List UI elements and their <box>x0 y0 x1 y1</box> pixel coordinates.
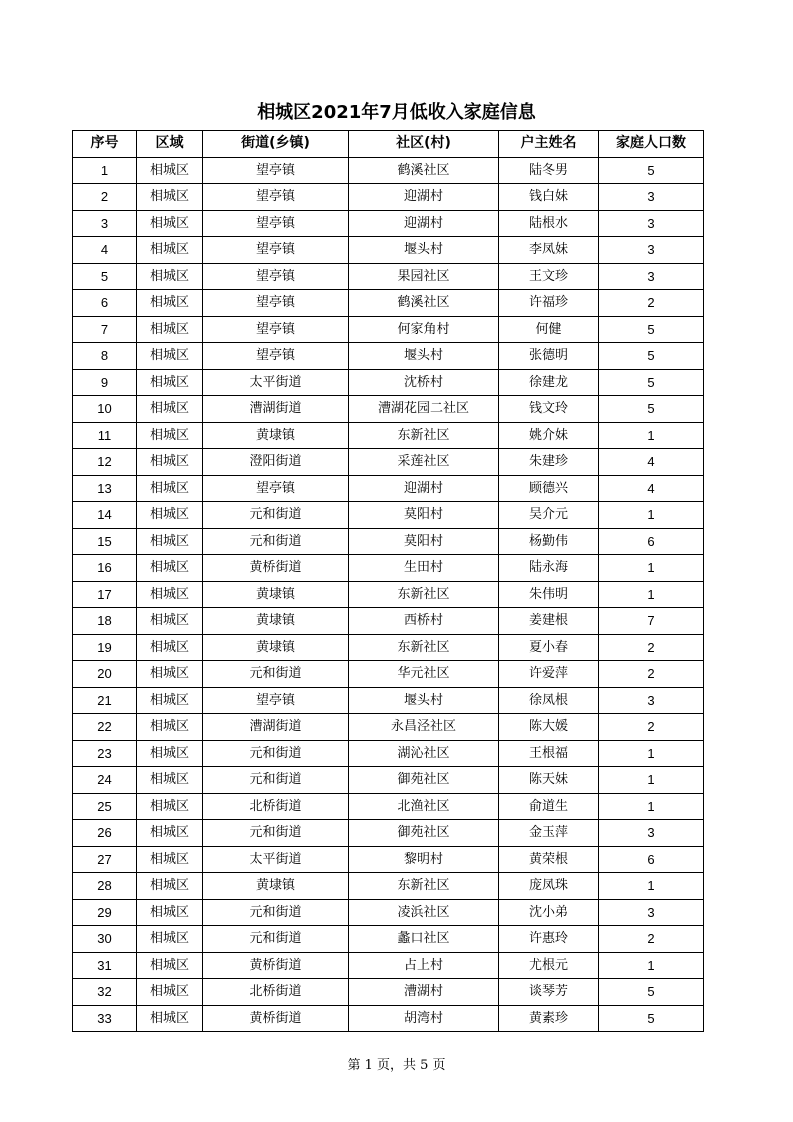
table-row <box>73 740 704 767</box>
table-row <box>73 157 704 184</box>
table-row <box>73 475 704 502</box>
cell-community: 东新社区 <box>349 581 499 608</box>
cell-street: 望亭镇 <box>203 475 349 502</box>
cell-householder: 陆根水 <box>499 210 599 237</box>
cell-family-size: 3 <box>599 184 704 211</box>
cell-community: 莫阳村 <box>349 502 499 529</box>
cell-street: 望亭镇 <box>203 157 349 184</box>
cell-householder: 许福珍 <box>499 290 599 317</box>
cell-householder: 何健 <box>499 316 599 343</box>
cell-street: 元和街道 <box>203 820 349 847</box>
cell-district: 相城区 <box>137 237 203 264</box>
cell-district: 相城区 <box>137 899 203 926</box>
cell-community: 堰头村 <box>349 343 499 370</box>
cell-street: 黄桥街道 <box>203 555 349 582</box>
cell-street: 望亭镇 <box>203 316 349 343</box>
cell-district: 相城区 <box>137 661 203 688</box>
cell-street: 望亭镇 <box>203 210 349 237</box>
cell-family-size: 1 <box>599 422 704 449</box>
cell-index: 25 <box>73 793 137 820</box>
cell-community: 堰头村 <box>349 237 499 264</box>
table-row <box>73 608 704 635</box>
table-row <box>73 661 704 688</box>
cell-community: 占上村 <box>349 952 499 979</box>
cell-index: 29 <box>73 899 137 926</box>
header-street: 街道(乡镇) <box>203 131 349 158</box>
cell-community: 迎湖村 <box>349 210 499 237</box>
cell-householder: 谈琴芳 <box>499 979 599 1006</box>
cell-family-size: 3 <box>599 820 704 847</box>
cell-householder: 俞道生 <box>499 793 599 820</box>
cell-street: 望亭镇 <box>203 687 349 714</box>
cell-district: 相城区 <box>137 157 203 184</box>
cell-street: 黄埭镇 <box>203 608 349 635</box>
table-row <box>73 184 704 211</box>
cell-district: 相城区 <box>137 979 203 1006</box>
cell-district: 相城区 <box>137 687 203 714</box>
page-footer: 第 1 页，共 5 页 <box>347 1058 446 1073</box>
cell-district: 相城区 <box>137 502 203 529</box>
page-title: 相城区2021年7月低收入家庭信息 <box>257 102 536 123</box>
table-row <box>73 846 704 873</box>
cell-index: 1 <box>73 157 137 184</box>
cell-index: 6 <box>73 290 137 317</box>
table-row <box>73 369 704 396</box>
cell-community: 东新社区 <box>349 422 499 449</box>
table-body <box>73 157 704 1032</box>
cell-householder: 杨勤伟 <box>499 528 599 555</box>
header-community: 社区(村) <box>349 131 499 158</box>
cell-index: 2 <box>73 184 137 211</box>
cell-householder: 陆永海 <box>499 555 599 582</box>
table-row <box>73 528 704 555</box>
cell-index: 16 <box>73 555 137 582</box>
table-row <box>73 1005 704 1032</box>
table-row <box>73 396 704 423</box>
cell-community: 何家角村 <box>349 316 499 343</box>
cell-street: 望亭镇 <box>203 263 349 290</box>
cell-index: 24 <box>73 767 137 794</box>
cell-district: 相城区 <box>137 316 203 343</box>
cell-householder: 庞凤珠 <box>499 873 599 900</box>
cell-family-size: 2 <box>599 634 704 661</box>
cell-index: 4 <box>73 237 137 264</box>
cell-district: 相城区 <box>137 528 203 555</box>
table-row <box>73 555 704 582</box>
cell-family-size: 5 <box>599 369 704 396</box>
cell-family-size: 5 <box>599 979 704 1006</box>
cell-community: 永昌泾社区 <box>349 714 499 741</box>
cell-street: 元和街道 <box>203 661 349 688</box>
cell-street: 太平街道 <box>203 846 349 873</box>
cell-district: 相城区 <box>137 210 203 237</box>
table-row <box>73 714 704 741</box>
cell-householder: 王文珍 <box>499 263 599 290</box>
cell-community: 湖沁社区 <box>349 740 499 767</box>
cell-index: 15 <box>73 528 137 555</box>
cell-street: 黄埭镇 <box>203 634 349 661</box>
header-index: 序号 <box>73 131 137 158</box>
cell-householder: 陈天妹 <box>499 767 599 794</box>
cell-family-size: 3 <box>599 687 704 714</box>
cell-householder: 许爱萍 <box>499 661 599 688</box>
cell-householder: 姚介妹 <box>499 422 599 449</box>
cell-index: 8 <box>73 343 137 370</box>
cell-family-size: 5 <box>599 157 704 184</box>
cell-community: 生田村 <box>349 555 499 582</box>
cell-index: 28 <box>73 873 137 900</box>
cell-family-size: 5 <box>599 396 704 423</box>
cell-householder: 沈小弟 <box>499 899 599 926</box>
cell-householder: 朱建珍 <box>499 449 599 476</box>
table-row <box>73 767 704 794</box>
cell-district: 相城区 <box>137 263 203 290</box>
cell-district: 相城区 <box>137 926 203 953</box>
table-row <box>73 316 704 343</box>
cell-district: 相城区 <box>137 422 203 449</box>
cell-district: 相城区 <box>137 290 203 317</box>
cell-householder: 朱伟明 <box>499 581 599 608</box>
table-row <box>73 820 704 847</box>
cell-family-size: 2 <box>599 661 704 688</box>
cell-householder: 钱文玲 <box>499 396 599 423</box>
cell-street: 元和街道 <box>203 502 349 529</box>
cell-index: 30 <box>73 926 137 953</box>
table-row <box>73 502 704 529</box>
cell-householder: 徐建龙 <box>499 369 599 396</box>
cell-index: 5 <box>73 263 137 290</box>
cell-street: 澄阳街道 <box>203 449 349 476</box>
cell-index: 12 <box>73 449 137 476</box>
cell-street: 漕湖街道 <box>203 396 349 423</box>
cell-community: 御苑社区 <box>349 767 499 794</box>
cell-street: 元和街道 <box>203 926 349 953</box>
cell-community: 鹤溪社区 <box>349 290 499 317</box>
cell-householder: 陆冬男 <box>499 157 599 184</box>
cell-householder: 黄荣根 <box>499 846 599 873</box>
cell-index: 32 <box>73 979 137 1006</box>
cell-family-size: 1 <box>599 502 704 529</box>
cell-community: 漕湖村 <box>349 979 499 1006</box>
cell-family-size: 1 <box>599 581 704 608</box>
cell-family-size: 3 <box>599 237 704 264</box>
cell-family-size: 2 <box>599 714 704 741</box>
cell-street: 元和街道 <box>203 740 349 767</box>
cell-street: 北桥街道 <box>203 793 349 820</box>
cell-street: 黄埭镇 <box>203 873 349 900</box>
cell-community: 蠡口社区 <box>349 926 499 953</box>
cell-index: 11 <box>73 422 137 449</box>
cell-street: 黄桥街道 <box>203 1005 349 1032</box>
cell-district: 相城区 <box>137 873 203 900</box>
cell-district: 相城区 <box>137 793 203 820</box>
cell-district: 相城区 <box>137 846 203 873</box>
cell-community: 北渔社区 <box>349 793 499 820</box>
cell-district: 相城区 <box>137 475 203 502</box>
cell-family-size: 2 <box>599 290 704 317</box>
table-header-row <box>73 131 704 158</box>
table-row <box>73 343 704 370</box>
cell-community: 鹤溪社区 <box>349 157 499 184</box>
table-row <box>73 634 704 661</box>
cell-family-size: 6 <box>599 528 704 555</box>
cell-street: 黄埭镇 <box>203 422 349 449</box>
cell-community: 东新社区 <box>349 873 499 900</box>
cell-community: 堰头村 <box>349 687 499 714</box>
cell-district: 相城区 <box>137 343 203 370</box>
cell-community: 东新社区 <box>349 634 499 661</box>
cell-family-size: 1 <box>599 555 704 582</box>
cell-street: 太平街道 <box>203 369 349 396</box>
cell-community: 迎湖村 <box>349 184 499 211</box>
table-row <box>73 290 704 317</box>
cell-street: 元和街道 <box>203 767 349 794</box>
cell-district: 相城区 <box>137 740 203 767</box>
cell-index: 17 <box>73 581 137 608</box>
cell-index: 31 <box>73 952 137 979</box>
cell-community: 西桥村 <box>349 608 499 635</box>
cell-street: 元和街道 <box>203 528 349 555</box>
table-row <box>73 263 704 290</box>
cell-district: 相城区 <box>137 820 203 847</box>
cell-family-size: 3 <box>599 210 704 237</box>
cell-index: 13 <box>73 475 137 502</box>
cell-district: 相城区 <box>137 184 203 211</box>
cell-family-size: 2 <box>599 926 704 953</box>
header-district: 区域 <box>137 131 203 158</box>
cell-householder: 许惠玲 <box>499 926 599 953</box>
table-row <box>73 979 704 1006</box>
cell-family-size: 1 <box>599 740 704 767</box>
cell-family-size: 3 <box>599 899 704 926</box>
cell-index: 14 <box>73 502 137 529</box>
cell-street: 黄桥街道 <box>203 952 349 979</box>
header-householder: 户主姓名 <box>499 131 599 158</box>
cell-district: 相城区 <box>137 555 203 582</box>
cell-district: 相城区 <box>137 1005 203 1032</box>
table-row <box>73 449 704 476</box>
cell-community: 果园社区 <box>349 263 499 290</box>
cell-index: 33 <box>73 1005 137 1032</box>
cell-family-size: 1 <box>599 793 704 820</box>
cell-district: 相城区 <box>137 581 203 608</box>
cell-district: 相城区 <box>137 767 203 794</box>
cell-index: 18 <box>73 608 137 635</box>
cell-family-size: 1 <box>599 767 704 794</box>
cell-index: 3 <box>73 210 137 237</box>
cell-householder: 徐凤根 <box>499 687 599 714</box>
table-row <box>73 237 704 264</box>
cell-family-size: 4 <box>599 449 704 476</box>
cell-householder: 陈大媛 <box>499 714 599 741</box>
cell-family-size: 4 <box>599 475 704 502</box>
cell-community: 沈桥村 <box>349 369 499 396</box>
cell-family-size: 5 <box>599 316 704 343</box>
table-row <box>73 926 704 953</box>
cell-family-size: 6 <box>599 846 704 873</box>
cell-community: 黎明村 <box>349 846 499 873</box>
cell-householder: 钱白妹 <box>499 184 599 211</box>
cell-householder: 夏小春 <box>499 634 599 661</box>
cell-community: 莫阳村 <box>349 528 499 555</box>
cell-family-size: 1 <box>599 873 704 900</box>
cell-community: 凌浜社区 <box>349 899 499 926</box>
cell-street: 黄埭镇 <box>203 581 349 608</box>
cell-family-size: 5 <box>599 1005 704 1032</box>
cell-family-size: 1 <box>599 952 704 979</box>
cell-index: 27 <box>73 846 137 873</box>
cell-street: 望亭镇 <box>203 343 349 370</box>
cell-index: 10 <box>73 396 137 423</box>
cell-street: 北桥街道 <box>203 979 349 1006</box>
cell-district: 相城区 <box>137 952 203 979</box>
cell-householder: 李凤妹 <box>499 237 599 264</box>
cell-community: 采莲社区 <box>349 449 499 476</box>
cell-street: 望亭镇 <box>203 290 349 317</box>
cell-street: 望亭镇 <box>203 184 349 211</box>
cell-community: 漕湖花园二社区 <box>349 396 499 423</box>
table-row <box>73 422 704 449</box>
table-row <box>73 687 704 714</box>
cell-index: 20 <box>73 661 137 688</box>
table-row <box>73 952 704 979</box>
table-row <box>73 581 704 608</box>
table-row <box>73 873 704 900</box>
cell-householder: 黄素珍 <box>499 1005 599 1032</box>
cell-family-size: 7 <box>599 608 704 635</box>
table-row <box>73 210 704 237</box>
cell-community: 华元社区 <box>349 661 499 688</box>
cell-district: 相城区 <box>137 369 203 396</box>
cell-street: 望亭镇 <box>203 237 349 264</box>
cell-district: 相城区 <box>137 714 203 741</box>
cell-community: 迎湖村 <box>349 475 499 502</box>
cell-index: 21 <box>73 687 137 714</box>
cell-street: 漕湖街道 <box>203 714 349 741</box>
cell-index: 7 <box>73 316 137 343</box>
cell-community: 御苑社区 <box>349 820 499 847</box>
cell-householder: 尤根元 <box>499 952 599 979</box>
cell-householder: 金玉萍 <box>499 820 599 847</box>
low-income-table <box>72 130 704 1032</box>
table-row <box>73 793 704 820</box>
cell-community: 胡湾村 <box>349 1005 499 1032</box>
cell-district: 相城区 <box>137 449 203 476</box>
cell-district: 相城区 <box>137 396 203 423</box>
table-row <box>73 899 704 926</box>
cell-index: 22 <box>73 714 137 741</box>
cell-index: 26 <box>73 820 137 847</box>
cell-householder: 姜建根 <box>499 608 599 635</box>
cell-street: 元和街道 <box>203 899 349 926</box>
cell-family-size: 5 <box>599 343 704 370</box>
cell-householder: 顾德兴 <box>499 475 599 502</box>
cell-district: 相城区 <box>137 634 203 661</box>
cell-householder: 王根福 <box>499 740 599 767</box>
header-family-size: 家庭人口数 <box>599 131 704 158</box>
cell-index: 19 <box>73 634 137 661</box>
cell-index: 9 <box>73 369 137 396</box>
cell-district: 相城区 <box>137 608 203 635</box>
cell-family-size: 3 <box>599 263 704 290</box>
cell-householder: 吴介元 <box>499 502 599 529</box>
cell-householder: 张德明 <box>499 343 599 370</box>
cell-index: 23 <box>73 740 137 767</box>
